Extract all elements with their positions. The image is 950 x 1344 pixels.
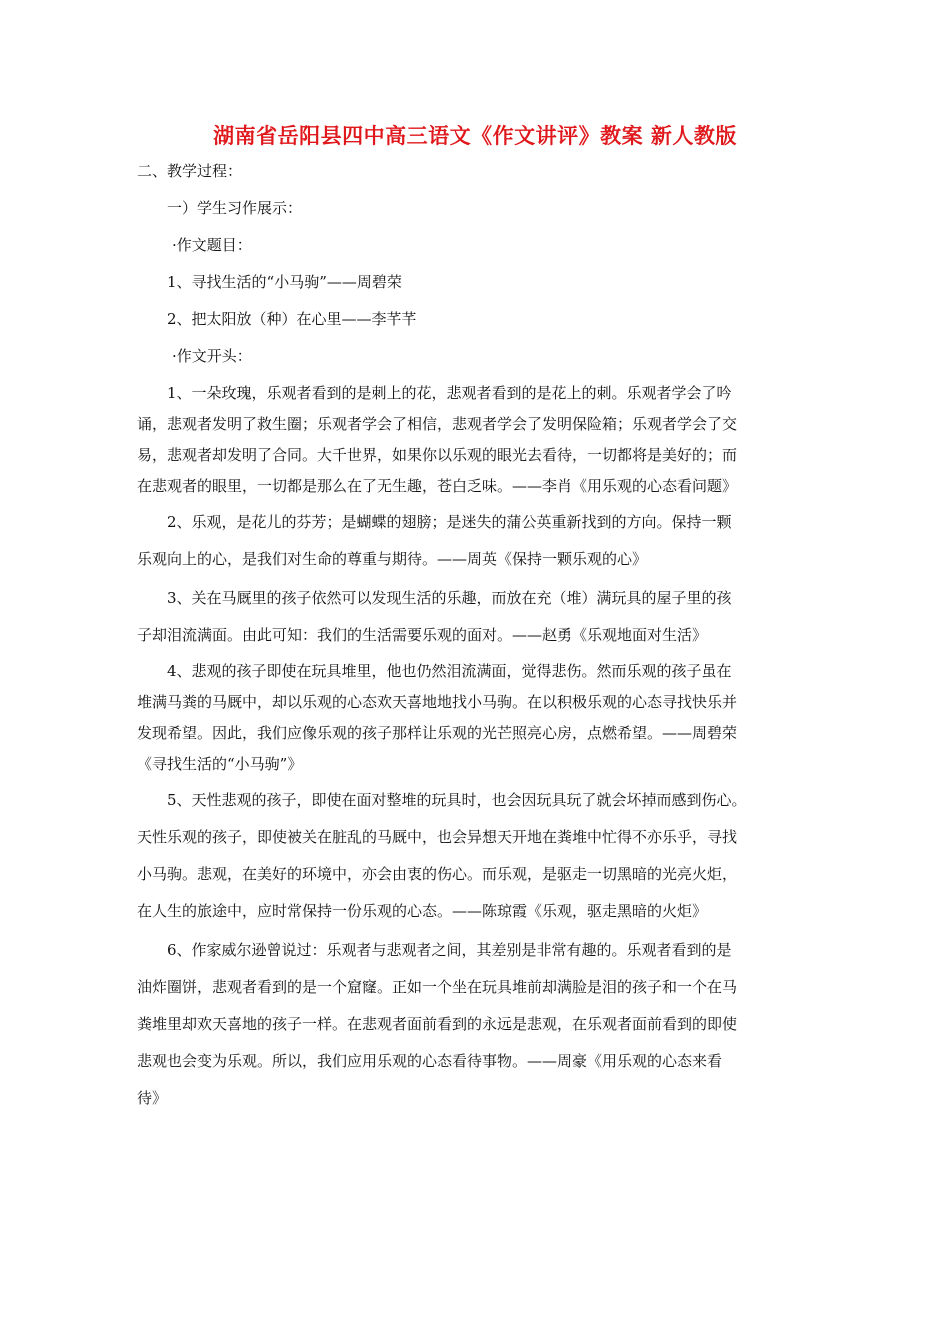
- paragraph-line: 《寻找生活的“小马驹”》: [137, 755, 303, 773]
- section-heading: 二、教学过程：: [137, 162, 243, 180]
- document-body: [137, 156, 817, 1117]
- paragraph-line: 3、关在马厩里的孩子依然可以发现生活的乐趣，而放在充（堆）满玩具的屋子里的孩: [167, 589, 732, 607]
- topics-label: ·作文题目：: [172, 236, 252, 254]
- paragraph-line: 5、天性悲观的孩子，即使在面对整堆的玩具时，也会因玩具玩了就会坏掉而感到伤心。: [167, 791, 747, 809]
- paragraph-line: 子却泪流满面。由此可知：我们的生活需要乐观的面对。——赵勇《乐观地面对生活》: [137, 626, 708, 644]
- paragraph-line: 易，悲观者却发明了合同。大千世界，如果你以乐观的眼光去看待，一切都将是美好的；而: [137, 446, 738, 464]
- paragraph-line: 待》: [137, 1089, 168, 1107]
- paragraph-line: 在悲观者的眼里，一切都是那么在了无生趣，苍白乏味。——李肖《用乐观的心态看问题》: [137, 477, 738, 495]
- opening-paragraph: [137, 580, 817, 654]
- opening-paragraph: [137, 932, 817, 1117]
- paragraph-line: 6、作家威尔逊曾说过：乐观者与悲观者之间，其差别是非常有趣的。乐观者看到的是: [167, 941, 732, 959]
- subsection-heading: 一）学生习作展示：: [167, 199, 303, 217]
- paragraph-line: 天性乐观的孩子，即使被关在脏乱的马厩中，也会异想天开地在粪堆中忙得不亦乐乎，寻找: [137, 828, 738, 846]
- paragraph-line: 悲观也会变为乐观。所以，我们应用乐观的心态看待事物。——周豪《用乐观的心态来看: [137, 1052, 723, 1070]
- paragraph-line: 1、一朵玫瑰，乐观者看到的是刺上的花，悲观者看到的是花上的刺。乐观者学会了吟: [167, 384, 732, 402]
- paragraph-line: 粪堆里却欢天喜地的孩子一样。在悲观者面前看到的永远是悲观，在乐观者面前看到的即使: [137, 1015, 738, 1033]
- paragraph-line: 油炸圈饼，悲观者看到的是一个窟窿。正如一个坐在玩具堆前却满脸是泪的孩子和一个在马: [137, 978, 738, 996]
- opening-paragraph: [137, 656, 817, 780]
- paragraph-line: 发现希望。因此，我们应像乐观的孩子那样让乐观的光芒照亮心房，点燃希望。——周碧荣: [137, 724, 738, 742]
- document-title: 湖南省岳阳县四中高三语文《作文讲评》教案 新人教版: [213, 124, 737, 148]
- opening-paragraph: [137, 378, 817, 502]
- paragraph-line: 4、悲观的孩子即使在玩具堆里，他也仍然泪流满面，觉得悲伤。然而乐观的孩子虽在: [167, 662, 732, 680]
- opening-paragraph: [137, 504, 817, 578]
- opening-paragraph: [137, 782, 817, 930]
- paragraph-line: 堆满马粪的马厩中，却以乐观的心态欢天喜地地找小马驹。在以积极乐观的心态寻找快乐并: [137, 693, 738, 711]
- topic-item: 1、寻找生活的“小马驹”——周碧荣: [167, 273, 402, 291]
- paragraph-line: 小马驹。悲观，在美好的环境中，亦会由衷的伤心。而乐观，是驱走一切黑暗的光亮火炬，: [137, 865, 738, 883]
- paragraph-line: 在人生的旅途中，应时常保持一份乐观的心态。——陈琼霞《乐观，驱走黑暗的火炬》: [137, 902, 708, 920]
- openings-label: ·作文开头：: [172, 347, 252, 365]
- paragraph-line: 诵，悲观者发明了救生圈；乐观者学会了相信，悲观者学会了发明保险箱；乐观者学会了交: [137, 415, 738, 433]
- paragraph-line: 2、乐观，是花儿的芬芳；是蝴蝶的翅膀；是迷失的蒲公英重新找到的方向。保持一颗: [167, 513, 732, 531]
- topic-item: 2、把太阳放（种）在心里——李芊芊: [167, 310, 417, 328]
- paragraph-line: 乐观向上的心，是我们对生命的尊重与期待。——周英《保持一颗乐观的心》: [137, 550, 648, 568]
